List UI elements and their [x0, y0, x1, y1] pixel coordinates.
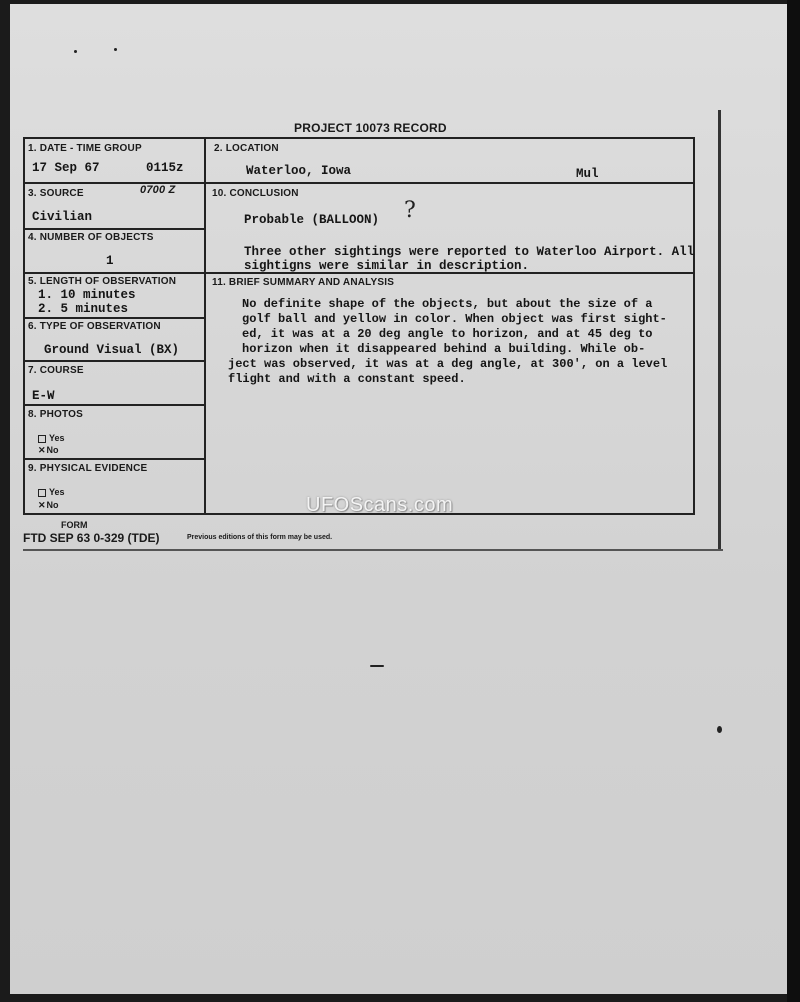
row-divider-photos: [23, 458, 205, 460]
conclusion-label: 10. CONCLUSION: [212, 188, 299, 199]
evidence-yes-option[interactable]: [38, 487, 65, 497]
form-id: FTD SEP 63 0-329 (TDE): [23, 531, 160, 545]
location-value: Waterloo, Iowa: [246, 164, 352, 178]
evidence-yes-label: Yes: [49, 487, 65, 497]
length-line-1: 1. 10 minutes: [38, 288, 136, 302]
watermark: UFOScans.com: [306, 494, 454, 516]
photos-label: 8. PHOTOS: [28, 409, 83, 420]
page-title: PROJECT 10073 RECORD: [294, 121, 447, 135]
checkbox-empty-icon: [38, 489, 46, 497]
date-time-label: 1. DATE - TIME GROUP: [28, 143, 142, 154]
conclusion-note-line1: Three other sightings were reported to Waterloo Airport. All: [244, 245, 695, 259]
source-annotation: 0700 Z: [140, 184, 176, 196]
scan-speck: [717, 726, 722, 733]
summary-line: horizon when it disappeared behind a building. While ob-: [242, 342, 646, 356]
course-value: E-W: [32, 389, 55, 403]
checkbox-checked-icon: ✕: [38, 445, 46, 455]
row-divider-course: [23, 404, 205, 406]
row-divider-length: [23, 317, 205, 319]
time-value: 0115z: [146, 161, 184, 175]
summary-label: 11. BRIEF SUMMARY AND ANALYSIS: [212, 277, 395, 288]
course-label: 7. COURSE: [28, 365, 84, 376]
location-extra: Mul: [576, 167, 599, 181]
date-value: 17 Sep 67: [32, 161, 100, 175]
summary-line: ject was observed, it was at a deg angle, at 300', on a level: [228, 357, 668, 371]
scan-speck: [114, 48, 117, 51]
summary-line: flight and with a constant speed.: [228, 372, 466, 386]
photos-no-label: No: [46, 445, 59, 455]
form-note: Previous editions of this form may be used.: [187, 534, 333, 541]
photos-no-option[interactable]: [38, 445, 59, 456]
source-label: 3. SOURCE: [28, 188, 84, 199]
number-of-objects-value: 1: [106, 254, 114, 268]
conclusion-value: Probable (BALLOON): [244, 213, 380, 227]
length-of-observation-label: 5. LENGTH OF OBSERVATION: [28, 276, 177, 287]
summary-line: ed, it was at a 20 deg angle to horizon, and at 45 deg to: [242, 327, 653, 341]
checkbox-checked-icon: ✕: [38, 500, 46, 510]
conclusion-note-line2: sightigns were similar in description.: [244, 259, 530, 273]
evidence-no-label: No: [46, 500, 59, 510]
form-word: FORM: [61, 520, 88, 530]
checkbox-empty-icon: [38, 435, 46, 443]
scan-edge: [787, 0, 800, 1002]
row-divider-top: [23, 182, 695, 184]
number-of-objects-label: 4. NUMBER OF OBJECTS: [28, 232, 154, 243]
summary-line: golf ball and yellow in color. When object was first sight-: [242, 312, 667, 326]
location-label: 2. LOCATION: [214, 143, 279, 154]
row-divider-source: [23, 228, 205, 230]
evidence-no-option[interactable]: [38, 500, 59, 511]
summary-text: [228, 297, 668, 387]
length-line-2: 2. 5 minutes: [38, 302, 129, 316]
photos-yes-option[interactable]: [38, 433, 65, 443]
type-of-observation-label: 6. TYPE OF OBSERVATION: [28, 321, 161, 332]
scan-speck: [370, 665, 384, 667]
physical-evidence-label: 9. PHYSICAL EVIDENCE: [28, 463, 148, 474]
row-divider-type: [23, 360, 205, 362]
handwritten-question-mark: ?: [404, 198, 416, 223]
scan-bottom-line: [23, 549, 723, 551]
scan-margin-line: [718, 110, 721, 550]
source-value: Civilian: [32, 210, 93, 224]
type-of-observation-value: Ground Visual (BX): [44, 343, 180, 357]
photos-yes-label: Yes: [49, 433, 65, 443]
summary-line: No definite shape of the objects, but about the size of a: [242, 297, 653, 311]
scan-speck: [74, 50, 77, 53]
